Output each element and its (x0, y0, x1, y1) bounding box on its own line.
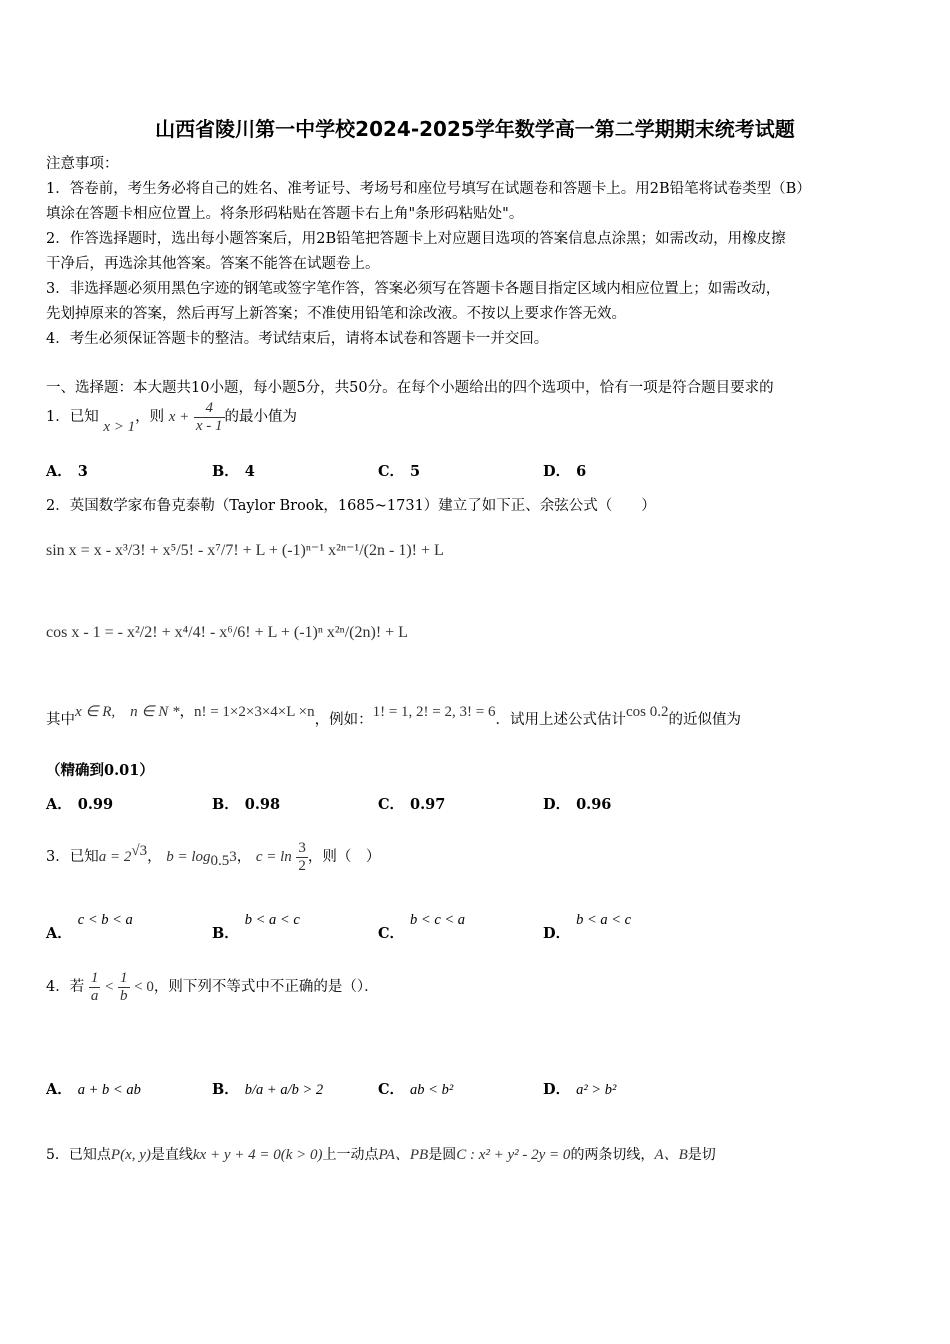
math-expression: C : x² + y² - 2y = 0 (456, 1147, 571, 1163)
math-expression: c = ln (255, 849, 292, 865)
fraction-numerator: 3 (298, 840, 306, 856)
question-text: ， (147, 849, 162, 865)
math-expression: a = 2 (98, 849, 132, 865)
question-text: 英国数学家布鲁克泰勒（Taylor Brook，1685~1731）建立了如下正、余弦公式（ ） (69, 498, 656, 514)
question-3 (46, 840, 380, 874)
option-c[interactable]: C． 0.97 (378, 796, 446, 813)
fraction-denominator: a (90, 987, 99, 1004)
question-text: ， (236, 849, 252, 865)
math-expression: 3 (229, 849, 237, 865)
math-exponent: √3 (131, 843, 148, 860)
question-text: 已知 (69, 849, 99, 865)
option-a[interactable]: A． 0.99 (46, 796, 114, 813)
question-4 (46, 970, 379, 1004)
math-expression: x + (168, 409, 190, 425)
option-c[interactable]: C． 5 (378, 463, 421, 480)
question-number: 2． (46, 498, 70, 514)
question-text: 的近似值为 (668, 712, 741, 728)
fraction-numerator: 1 (120, 970, 128, 986)
math-fraction (296, 840, 308, 874)
fraction-numerator: 4 (194, 400, 225, 418)
question-text: 已知点 (68, 1147, 111, 1163)
notice-line: 干净后，再选涂其他答案。答案不能答在试题卷上。 (46, 256, 380, 272)
notice-line: 2．作答选择题时，选出每小题答案后，用2B铅笔把答题卡上对应题目选项的答案信息点涂黑；如需改动，用橡皮擦 (46, 231, 786, 247)
notice-line: 填涂在答题卡相应位置上。将条形码粘贴在答题卡右上角"条形码粘贴处"。 (46, 206, 524, 222)
section-heading: 一、选择题：本大题共10小题，每小题5分，共50分。在每个小题给出的四个选项中，恰有一项是符合题目要求的 (46, 380, 774, 396)
question-2-where (46, 700, 741, 728)
question-5 (46, 1143, 716, 1164)
question-number: 4． (46, 979, 70, 995)
notice-line: 先划掉原来的答案，然后再写上新答案；不准使用铅笔和涂改液。不按以上要求作答无效。 (46, 306, 626, 322)
question-text: 是圆 (428, 1147, 457, 1163)
math-subscript: 0.5 (210, 852, 230, 869)
math-expression: n! = 1×2×3×4×L ×n (193, 704, 315, 720)
math-expression: b = log (166, 849, 211, 865)
sin-formula: sin x = x - x³/3! + x⁵/5! - x⁷/7! + L + (-1)ⁿ⁻¹ x²ⁿ⁻¹/(2n - 1)! + L (46, 542, 444, 559)
question-text: ， (179, 704, 194, 720)
question-text: ．试用上述公式估计 (495, 712, 626, 728)
question-text: 是切 (687, 1147, 716, 1163)
question-text: 其中 (46, 712, 75, 728)
option-a[interactable]: A．c < b < a (46, 912, 133, 942)
question-text: 已知 (69, 409, 99, 425)
math-expression: PA、PB (378, 1147, 429, 1163)
question-text: 的两条切线， (570, 1147, 655, 1163)
question-number: 5． (46, 1147, 69, 1163)
math-expression: P(x, y) (110, 1147, 151, 1163)
option-d[interactable]: D． a² > b² (543, 1081, 617, 1098)
option-b[interactable]: B． 0.98 (212, 796, 281, 813)
option-d[interactable]: D． 0.96 (543, 796, 612, 813)
question-text: 若 (69, 979, 85, 995)
math-expression: < 0 (134, 979, 154, 995)
question-text: 上一动点 (322, 1147, 379, 1163)
question-2 (46, 494, 656, 515)
notice-line: 3．非选择题必须用黑色字迹的钢笔或签字笔作答，答案必须写在答题卡各题目指定区域内相应位置上；如需改动， (46, 281, 781, 297)
fraction-denominator: b (120, 987, 128, 1004)
fraction-denominator: x - 1 (195, 417, 223, 434)
option-a[interactable]: A． 3 (46, 463, 88, 480)
math-fraction (118, 970, 130, 1004)
math-operator: < (104, 979, 114, 995)
question-text: ，例如： (314, 712, 373, 728)
option-d[interactable]: D． 6 (543, 463, 587, 480)
math-expression: 1! = 1, 2! = 2, 3! = 6 (372, 704, 496, 720)
option-a[interactable]: A． a + b < ab (46, 1081, 141, 1098)
option-b[interactable]: B． 4 (212, 463, 255, 480)
option-c[interactable]: C． ab < b² (378, 1081, 454, 1098)
question-text: ，则下列不等式中不正确的是（）． (153, 979, 379, 995)
question-1 (46, 400, 297, 434)
math-expression: A、B (654, 1147, 688, 1163)
question-text: 的最小值为 (224, 409, 298, 425)
notice-line: 4．考生必须保证答题卡的整洁。考试结束后，请将本试卷和答题卡一并交回。 (46, 331, 549, 347)
math-expression: cos 0.2 (625, 704, 669, 720)
question-text: ，则 (135, 409, 165, 425)
option-b[interactable]: B．b < a < c (212, 912, 300, 942)
question-number: 1． (46, 409, 70, 425)
option-d[interactable]: D．b < a < c (543, 912, 632, 942)
cos-formula: cos x - 1 = - x²/2! + x⁴/4! - x⁶/6! + L + (-1)ⁿ x²ⁿ/(2n)! + L (46, 624, 408, 641)
page-title: 山西省陵川第一中学校2024-2025学年数学高一第二学期期末统考试题 (155, 117, 795, 141)
option-b[interactable]: B． b/a + a/b > 2 (212, 1081, 324, 1098)
question-number: 3． (46, 849, 70, 865)
option-c[interactable]: C．b < c < a (378, 912, 466, 942)
math-fraction (89, 970, 101, 1004)
math-expression: kx + y + 4 = 0(k > 0) (192, 1147, 323, 1163)
question-text: 是直线 (150, 1147, 193, 1163)
precision-note: （精确到0.01） (46, 762, 154, 779)
notice-line: 1．答卷前，考生务必将自己的姓名、准考证号、考场号和座位号填写在试题卷和答题卡上。用2B铅笔将试卷类型（B） (46, 181, 811, 197)
fraction-numerator: 1 (90, 970, 99, 986)
notice-heading: 注意事项： (46, 156, 119, 172)
math-fraction (194, 400, 225, 434)
fraction-denominator: 2 (298, 857, 306, 874)
math-expression: x ∈ R, n ∈ N * (75, 704, 180, 720)
question-text: ，则（ ） (307, 849, 381, 865)
math-condition: x > 1 (103, 419, 136, 435)
